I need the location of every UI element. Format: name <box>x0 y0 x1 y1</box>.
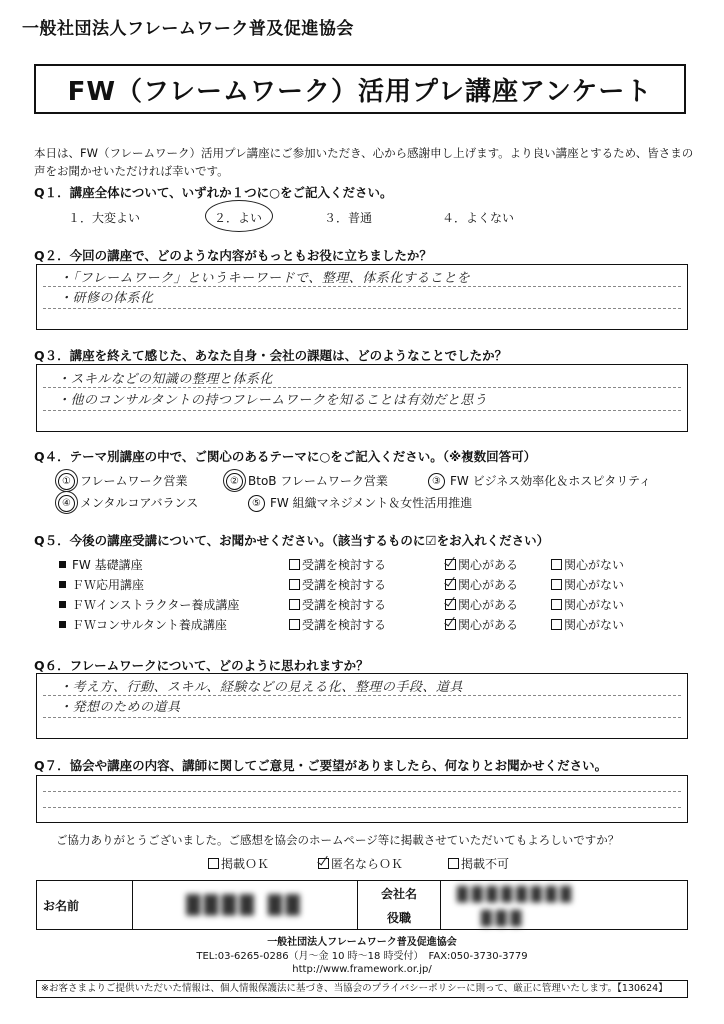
q6-answer-2: ・発想のための道具 <box>59 700 181 715</box>
q5-nointerest-checkbox[interactable]: 関心がない <box>550 574 625 594</box>
q4-theme-3-label: FW ビジネス効率化＆ホスピタリティ <box>450 474 652 488</box>
q4-theme-2-label: BtoB フレームワーク営業 <box>248 474 388 488</box>
privacy-notice: ※お客さまよりご提供いただいた情報は、個人情報保護法に基づき、当協会のプライバシーポリシーに則って、厳正に管理いたします。【130624】 <box>36 980 688 998</box>
q5-label: Q５．今後の講座受講について、お聞かせください。（該当するものに☑をお入れください） <box>34 533 550 548</box>
q5-interest-checkbox[interactable]: 関心がある <box>444 594 550 614</box>
q6-answer-box[interactable] <box>36 673 688 739</box>
company-field[interactable] <box>441 881 688 906</box>
q1-option-3[interactable]: ３．普通 <box>324 211 373 225</box>
q5-consider-checkbox[interactable]: 受講を検討する <box>288 574 444 594</box>
q3-answer-box[interactable] <box>36 364 688 432</box>
q1-option-4[interactable]: ４．よくない <box>442 211 515 225</box>
q4-label: Q４．テーマ別講座の中で、ご関心のあるテーマに○をご記入ください。（※複数回答可） <box>34 449 537 464</box>
name-label: お名前 <box>37 881 133 930</box>
q4-theme-4-label: メンタルコアバランス <box>80 496 199 510</box>
survey-title: FW（フレームワーク）活用プレ講座アンケート <box>34 64 686 114</box>
q5-interest-checkbox[interactable]: 関心がある <box>444 554 550 574</box>
q5-consider-checkbox[interactable]: 受講を検討する <box>288 594 444 614</box>
q3-answer-2: ・他のコンサルタントの持つフレームワークを知ることは有効だと思う <box>57 393 488 408</box>
table-row <box>58 594 625 614</box>
role-field[interactable] <box>441 905 688 930</box>
respondent-info-table <box>36 880 688 930</box>
q5-course-table <box>58 554 625 634</box>
organization-name: 一般社団法人フレームワーク普及促進協会 <box>22 19 354 39</box>
consent-option-no[interactable]: 掲載不可 <box>448 855 509 872</box>
q2-label: Q２．今回の講座で、どのような内容がもっともお役に立ちましたか？ <box>34 248 432 263</box>
q4-theme-4-number: ④ <box>58 495 75 512</box>
q5-course-name: ＦＷ応用講座 <box>58 574 288 594</box>
name-field[interactable] <box>133 881 358 930</box>
q5-course-name: ＦＷコンサルタント養成講座 <box>58 614 288 634</box>
q5-course-name: FW 基礎講座 <box>58 554 288 574</box>
role-value-blurred: ███ <box>481 910 526 927</box>
name-value-blurred: ████ ██ <box>186 894 304 916</box>
consent-option-ok[interactable]: 掲載ＯＫ <box>208 855 269 872</box>
consent-option-anonymous[interactable]: 匿名ならＯＫ <box>318 855 403 872</box>
q5-nointerest-checkbox[interactable]: 関心がない <box>550 594 625 614</box>
q5-consider-checkbox[interactable]: 受講を検討する <box>288 554 444 574</box>
q1-label: Q１．講座全体について、いずれか１つに○をご記入ください。 <box>34 185 393 200</box>
table-row <box>58 614 625 634</box>
company-value-blurred: ████████ <box>457 886 576 903</box>
q4-theme-5-number: ⑤ <box>248 495 265 512</box>
q4-theme-1-label: フレームワーク営業 <box>80 474 188 488</box>
q6-answer-1: ・考え方、行動、スキル、経験などの見える化、整理の手段、道具 <box>59 680 463 695</box>
q1-option-1[interactable]: １．大変よい <box>68 211 141 225</box>
q7-label: Q７．協会や講座の内容、講師に関してご意見・ご要望がありましたら、何なりとお聞かせください。 <box>34 758 608 773</box>
footer-org: 一般社団法人フレームワーク普及促進協会 <box>267 937 457 948</box>
checkbox-icon <box>208 858 219 869</box>
q1-option-2[interactable]: ２．よい <box>214 211 263 225</box>
q4-theme-2-circle <box>223 469 246 492</box>
q1-selected-circle <box>205 200 273 232</box>
q5-course-name: ＦＷインストラクター養成講座 <box>58 594 288 614</box>
q4-theme-1-circle <box>55 469 78 492</box>
footer-contact: TEL:03-6265-0286（月～金 10 時～18 時受付） FAX:050-3730-3779 <box>196 951 528 962</box>
q4-theme-1-number: ① <box>58 473 75 490</box>
checkbox-icon <box>448 858 459 869</box>
q5-interest-checkbox[interactable]: 関心がある <box>444 614 550 634</box>
q4-theme-4[interactable] <box>58 494 198 512</box>
role-label: 役職 <box>358 905 441 930</box>
checkbox-checked-icon <box>318 858 329 869</box>
table-row <box>58 554 625 574</box>
q4-theme-5[interactable] <box>248 494 472 512</box>
q5-interest-checkbox[interactable]: 関心がある <box>444 574 550 594</box>
q4-theme-3-number: ③ <box>428 473 445 490</box>
table-row <box>58 574 625 594</box>
q4-theme-2-number: ② <box>226 473 243 490</box>
q2-answer-2: ・研修の体系化 <box>59 291 154 306</box>
q2-answer-box[interactable] <box>36 264 688 330</box>
q4-theme-4-circle <box>55 491 78 514</box>
q4-theme-5-label: FW 組織マネジメント＆女性活用推進 <box>270 496 473 510</box>
q4-theme-3[interactable] <box>428 472 651 490</box>
intro-text: 本日は、FW（フレームワーク）活用プレ講座にご参加いただき、心から感謝申し上げます。より良い講座とするため、皆さまの声をお聞かせいただければ幸いです。 <box>34 146 694 178</box>
q6-label: Q６．フレームワークについて、どのように思われますか？ <box>34 658 369 673</box>
q2-answer-1: ・「フレームワーク」というキーワードで、整理、体系化することを <box>59 271 471 286</box>
q3-label: Q３．講座を終えて感じた、あなた自身・会社の課題は、どのようなことでしたか？ <box>34 348 508 363</box>
consent-question: ご協力ありがとうございました。ご感想を協会のホームページ等に掲載させていただいてもよろしいですか？ <box>56 833 620 847</box>
q7-answer-box[interactable] <box>36 775 688 823</box>
q5-nointerest-checkbox[interactable]: 関心がない <box>550 614 625 634</box>
q5-nointerest-checkbox[interactable]: 関心がない <box>550 554 625 574</box>
q5-consider-checkbox[interactable]: 受講を検討する <box>288 614 444 634</box>
company-label: 会社名 <box>358 881 441 906</box>
q3-answer-1: ・スキルなどの知識の整理と体系化 <box>57 372 273 387</box>
q4-theme-2[interactable] <box>226 472 388 490</box>
footer-url[interactable]: http://www.framework.or.jp/ <box>292 964 432 975</box>
